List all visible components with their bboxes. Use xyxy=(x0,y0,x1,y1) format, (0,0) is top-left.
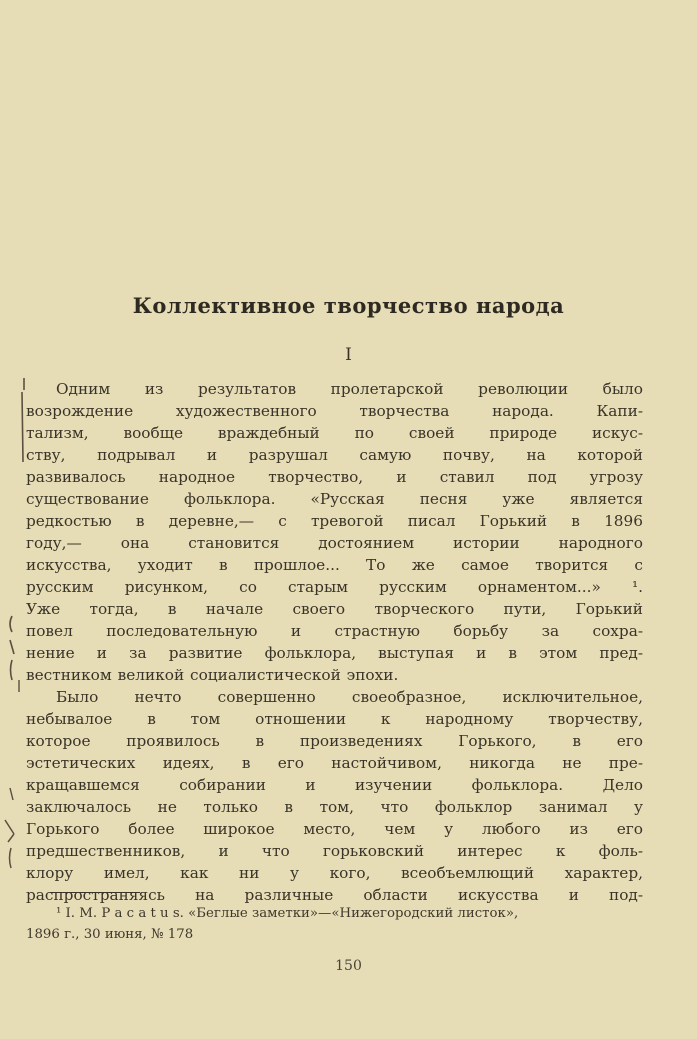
text-line: Было нечто совершенно своеобразное, исключительное, xyxy=(56,688,643,706)
text-line: предшественников, и что горьковский интерес к фоль- xyxy=(26,842,643,860)
text-line: ству, подрывал и разрушал самую почву, на которой xyxy=(26,446,643,464)
text-line: кращавшемся собирании и изучении фольклора. Дело xyxy=(26,776,643,794)
footnote-line: ¹ І. М. P a c a t u s. «Беглые заметки»—«Нижегородский листок», xyxy=(56,906,519,921)
section-number: I xyxy=(345,345,352,365)
text-line: распространяясь на различные области искусства и под- xyxy=(26,886,643,904)
text-line: Уже тогда, в начале своего творческого пути, Горький xyxy=(26,600,643,618)
text-line: развивалось народное творчество, и ставил под угрозу xyxy=(26,468,643,486)
text-line: Горького более широкое место, чем у любого из его xyxy=(26,820,643,838)
text-line: Одним из результатов пролетарской революции было xyxy=(56,380,643,398)
text-line: тализм, вообще враждебный по своей природе искус- xyxy=(26,424,643,442)
text-line: году,— она становится достоянием истории народного xyxy=(26,534,643,552)
chapter-title: Коллективное творчество народа xyxy=(132,293,565,318)
text-line: нение и за развитие фольклора, выступая и в этом пред- xyxy=(26,644,643,662)
text-line: вестником великой социалистической эпохи. xyxy=(26,666,399,684)
text-line: искусства, уходит в прошлое... То же самое творится с xyxy=(26,556,643,574)
text-line: эстетических идеях, в его настойчивом, никогда не пре- xyxy=(26,754,643,772)
text-line: русским рисунком, со старым русским орнаментом...» ¹. xyxy=(26,578,643,596)
text-line: клору имел, как ни у кого, всеобъемлющий характер, xyxy=(26,864,643,882)
text-line: заключалось не только в том, что фольклор занимал у xyxy=(26,798,643,816)
text-line: редкостью в деревне,— с тревогой писал Горький в 1896 xyxy=(26,512,643,530)
footnote-line: 1896 г., 30 июня, № 178 xyxy=(26,927,194,942)
text-line: повел последовательную и страстную борьбу за сохра- xyxy=(26,622,643,640)
text-line: которое проявилось в произведениях Горького, в его xyxy=(26,732,643,750)
text-line: возрождение художественного творчества народа. Капи- xyxy=(26,402,643,420)
page-number: 150 xyxy=(335,958,362,974)
text-line: небывалое в том отношении к народному творчеству, xyxy=(26,710,643,728)
text-line: существование фольклора. «Русская песня уже является xyxy=(26,490,643,508)
